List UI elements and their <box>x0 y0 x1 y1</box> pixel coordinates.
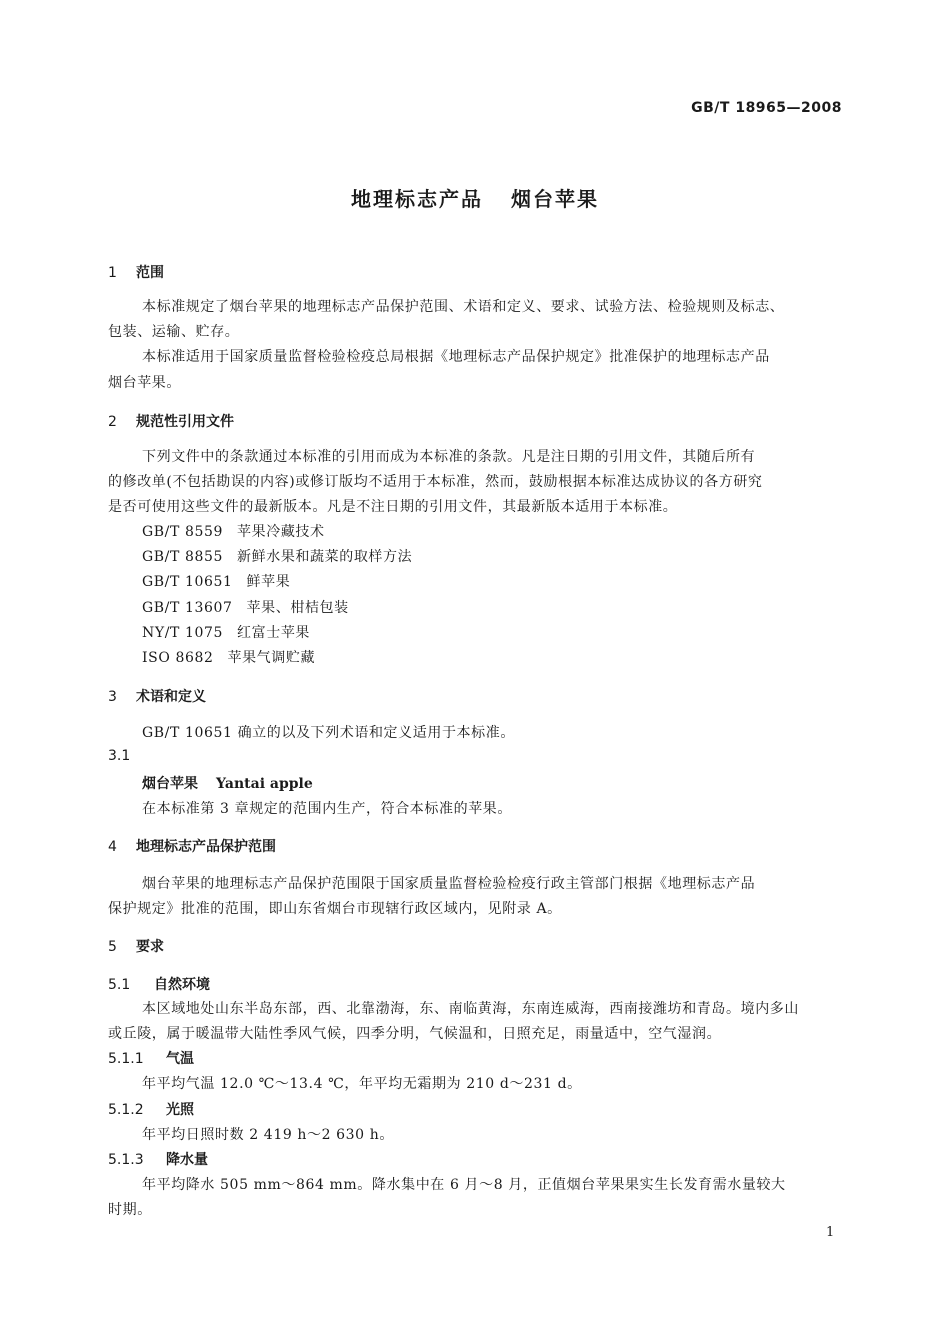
s3-intro: GB/T 10651 确立的以及下列术语和定义适用于本标准。 <box>142 725 515 741</box>
s51-para-line2: 或丘陵，属于暖温带大陆性季风气候，四季分明，气候温和，日照充足，雨量适中，空气湿润。 <box>108 1026 722 1042</box>
section-5-1-heading: 5.1 自然环境 <box>108 977 210 993</box>
section-4-heading: 4 地理标志产品保护范围 <box>108 839 276 855</box>
section-2-heading: 2 规范性引用文件 <box>108 414 234 430</box>
standard-code: GB/T 18965—2008 <box>691 100 842 116</box>
title-part-2: 烟台苹果 <box>511 187 599 211</box>
s1-para1-line1: 本标准规定了烟台苹果的地理标志产品保护范围、术语和定义、要求、试验方法、检验规则及标志、 <box>142 299 785 315</box>
document-title <box>0 183 950 212</box>
title-part-1: 地理标志产品 <box>351 187 483 211</box>
section-5-1-1-heading: 5.1.1 气温 <box>108 1051 194 1067</box>
s51-para-line1: 本区域地处山东半岛东部，西、北靠渤海，东、南临黄海，东南连威海，西南接潍坊和青岛。境内多山 <box>142 1001 799 1017</box>
term-entry <box>142 773 313 793</box>
subsection-3-1-number: 3.1 <box>108 748 131 764</box>
term-english: Yantai apple <box>216 776 313 792</box>
s1-para2-line1: 本标准适用于国家质量监督检验检疫总局根据《地理标志产品保护规定》批准保护的地理标志产品 <box>142 349 770 365</box>
s1-para2-line2: 烟台苹果。 <box>108 375 181 391</box>
reference-item: GB/T 13607 苹果、柑桔包装 <box>142 600 349 616</box>
s2-para-line2: 的修改单(不包括勘误的内容)或修订版均不适用于本标准，然而，鼓励根据本标准达成协议的各方研究 <box>108 474 763 490</box>
s4-para-line2: 保护规定》批准的范围，即山东省烟台市现辖行政区域内，见附录 A。 <box>108 901 562 917</box>
s2-para-line1: 下列文件中的条款通过本标准的引用而成为本标准的条款。凡是注日期的引用文件，其随后所有 <box>142 449 756 465</box>
s511-text: 年平均气温 12.0 ℃～13.4 ℃，年平均无霜期为 210 d～231 d。 <box>142 1076 582 1092</box>
page-number: 1 <box>826 1225 835 1240</box>
s4-para-line1: 烟台苹果的地理标志产品保护范围限于国家质量监督检验检疫行政主管部门根据《地理标志产品 <box>142 876 756 892</box>
reference-item: GB/T 8559 苹果冷藏技术 <box>142 524 325 540</box>
s513-para-line1: 年平均降水 505 mm～864 mm。降水集中在 6 月～8 月，正值烟台苹果果实生长发育需水量较大 <box>142 1177 786 1193</box>
section-5-1-2-heading: 5.1.2 光照 <box>108 1102 194 1118</box>
section-3-heading: 3 术语和定义 <box>108 689 206 705</box>
term-definition: 在本标准第 3 章规定的范围内生产，符合本标准的苹果。 <box>142 801 513 817</box>
section-1-heading: 1 范围 <box>108 265 164 281</box>
reference-item: NY/T 1075 红富士苹果 <box>142 625 311 641</box>
section-5-heading: 5 要求 <box>108 939 164 955</box>
s2-para-line3: 是否可使用这些文件的最新版本。凡是不注日期的引用文件，其最新版本适用于本标准。 <box>108 499 678 515</box>
section-5-1-3-heading: 5.1.3 降水量 <box>108 1152 208 1168</box>
s1-para1-line2: 包装、运输、贮存。 <box>108 324 240 340</box>
reference-item: GB/T 8855 新鲜水果和蔬菜的取样方法 <box>142 549 413 565</box>
term-chinese: 烟台苹果 <box>142 776 198 792</box>
s513-para-line2: 时期。 <box>108 1202 152 1218</box>
s512-text: 年平均日照时数 2 419 h～2 630 h。 <box>142 1127 394 1143</box>
reference-item: ISO 8682 苹果气调贮藏 <box>142 650 316 666</box>
reference-item: GB/T 10651 鲜苹果 <box>142 574 291 590</box>
